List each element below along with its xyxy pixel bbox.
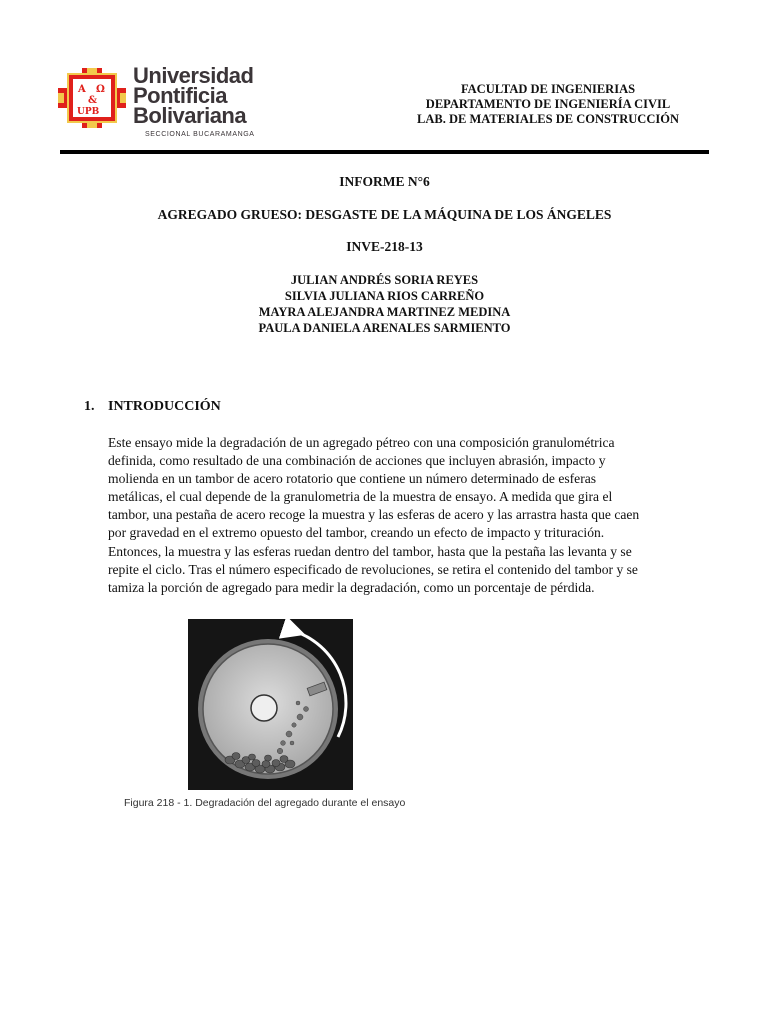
university-logo: [58, 64, 278, 142]
paragraph-line: molienda en un tambor de acero rotatorio que contiene un número determinado de esferas: [108, 471, 597, 487]
drum-figure: [188, 619, 353, 790]
figure-caption: Figura 218 - 1. Degradación del agregado durante el ensayo: [124, 797, 406, 809]
author-name: PAULA DANIELA ARENALES SARMIENTO: [258, 321, 511, 335]
author-name: MAYRA ALEJANDRA MARTINEZ MEDINA: [258, 305, 511, 319]
lab-line: LAB. DE MATERIALES DE CONSTRUCCIÓN: [417, 112, 679, 126]
report-title: AGREGADO GRUESO: DESGASTE DE LA MÁQUINA DE LOS ÁNGELES: [157, 207, 612, 222]
paragraph-line: repite el ciclo. Tras el número especificado de revoluciones, se retira el contenido del tambor y se: [108, 561, 638, 577]
intro-paragraph: [108, 434, 708, 597]
emblem-letters-upb: UPB: [77, 107, 100, 117]
department-line: DEPARTAMENTO DE INGENIERÍA CIVIL: [425, 97, 671, 111]
paragraph-line: Este ensayo mide la degradación de un agregado pétreo con una composición granulométrica: [108, 435, 615, 450]
paragraph-line: Entonces, la muestra y las esferas ruedan dentro del tambor, hasta que la pestaña las levanta y se: [108, 543, 632, 559]
report-code: INVE-218-13: [346, 239, 423, 254]
section-heading: [84, 399, 221, 415]
emblem-ampersand: &: [88, 95, 98, 106]
logo-line-bolivariana: Bolivariana: [133, 103, 247, 128]
emblem-letter-omega: Ω: [96, 84, 105, 95]
paragraph-line: definida, como resultado de una combinación de acciones que incluyen abrasión, impacto y: [108, 453, 606, 469]
author-name: JULIAN ANDRÉS SORIA REYES: [290, 273, 479, 287]
authors-list: [60, 272, 709, 336]
paragraph-line: metálicas, el cual depende de la granulometria de la muestra de ensayo. A medida que gira el: [108, 489, 613, 505]
drum-illustration: [188, 619, 353, 790]
logo-seccional: SECCIONAL BUCARAMANGA: [145, 131, 255, 138]
paragraph-line: tamiza la porción de agregado para medir la degradación, como un porcentaje de pérdida.: [108, 579, 595, 595]
header-divider: [60, 150, 709, 154]
paragraph-line: tambor, una pestaña de acero recoge la muestra y las esferas de acero y las arrastra hasta que caen: [108, 507, 640, 523]
logo-line-pontificia: Pontificia: [133, 83, 228, 108]
drum-axle: [251, 695, 277, 721]
section-title: INTRODUCCIÓN: [108, 399, 221, 414]
paragraph-line: por gravedad en el extremo opuesto del tambor, creando un efecto de impacto y trituración.: [108, 525, 605, 541]
faculty-block: [388, 82, 708, 127]
university-emblem-icon: [58, 68, 126, 128]
author-name: SILVIA JULIANA RIOS CARREÑO: [284, 289, 485, 303]
report-number: INFORME N°6: [339, 174, 430, 189]
logo-wordmark: [133, 63, 255, 138]
emblem-letter-alpha: A: [78, 84, 86, 95]
faculty-line: FACULTAD DE INGENIERIAS: [460, 82, 636, 96]
section-number: 1.: [84, 399, 95, 414]
logo-line-universidad: Universidad: [133, 63, 254, 88]
